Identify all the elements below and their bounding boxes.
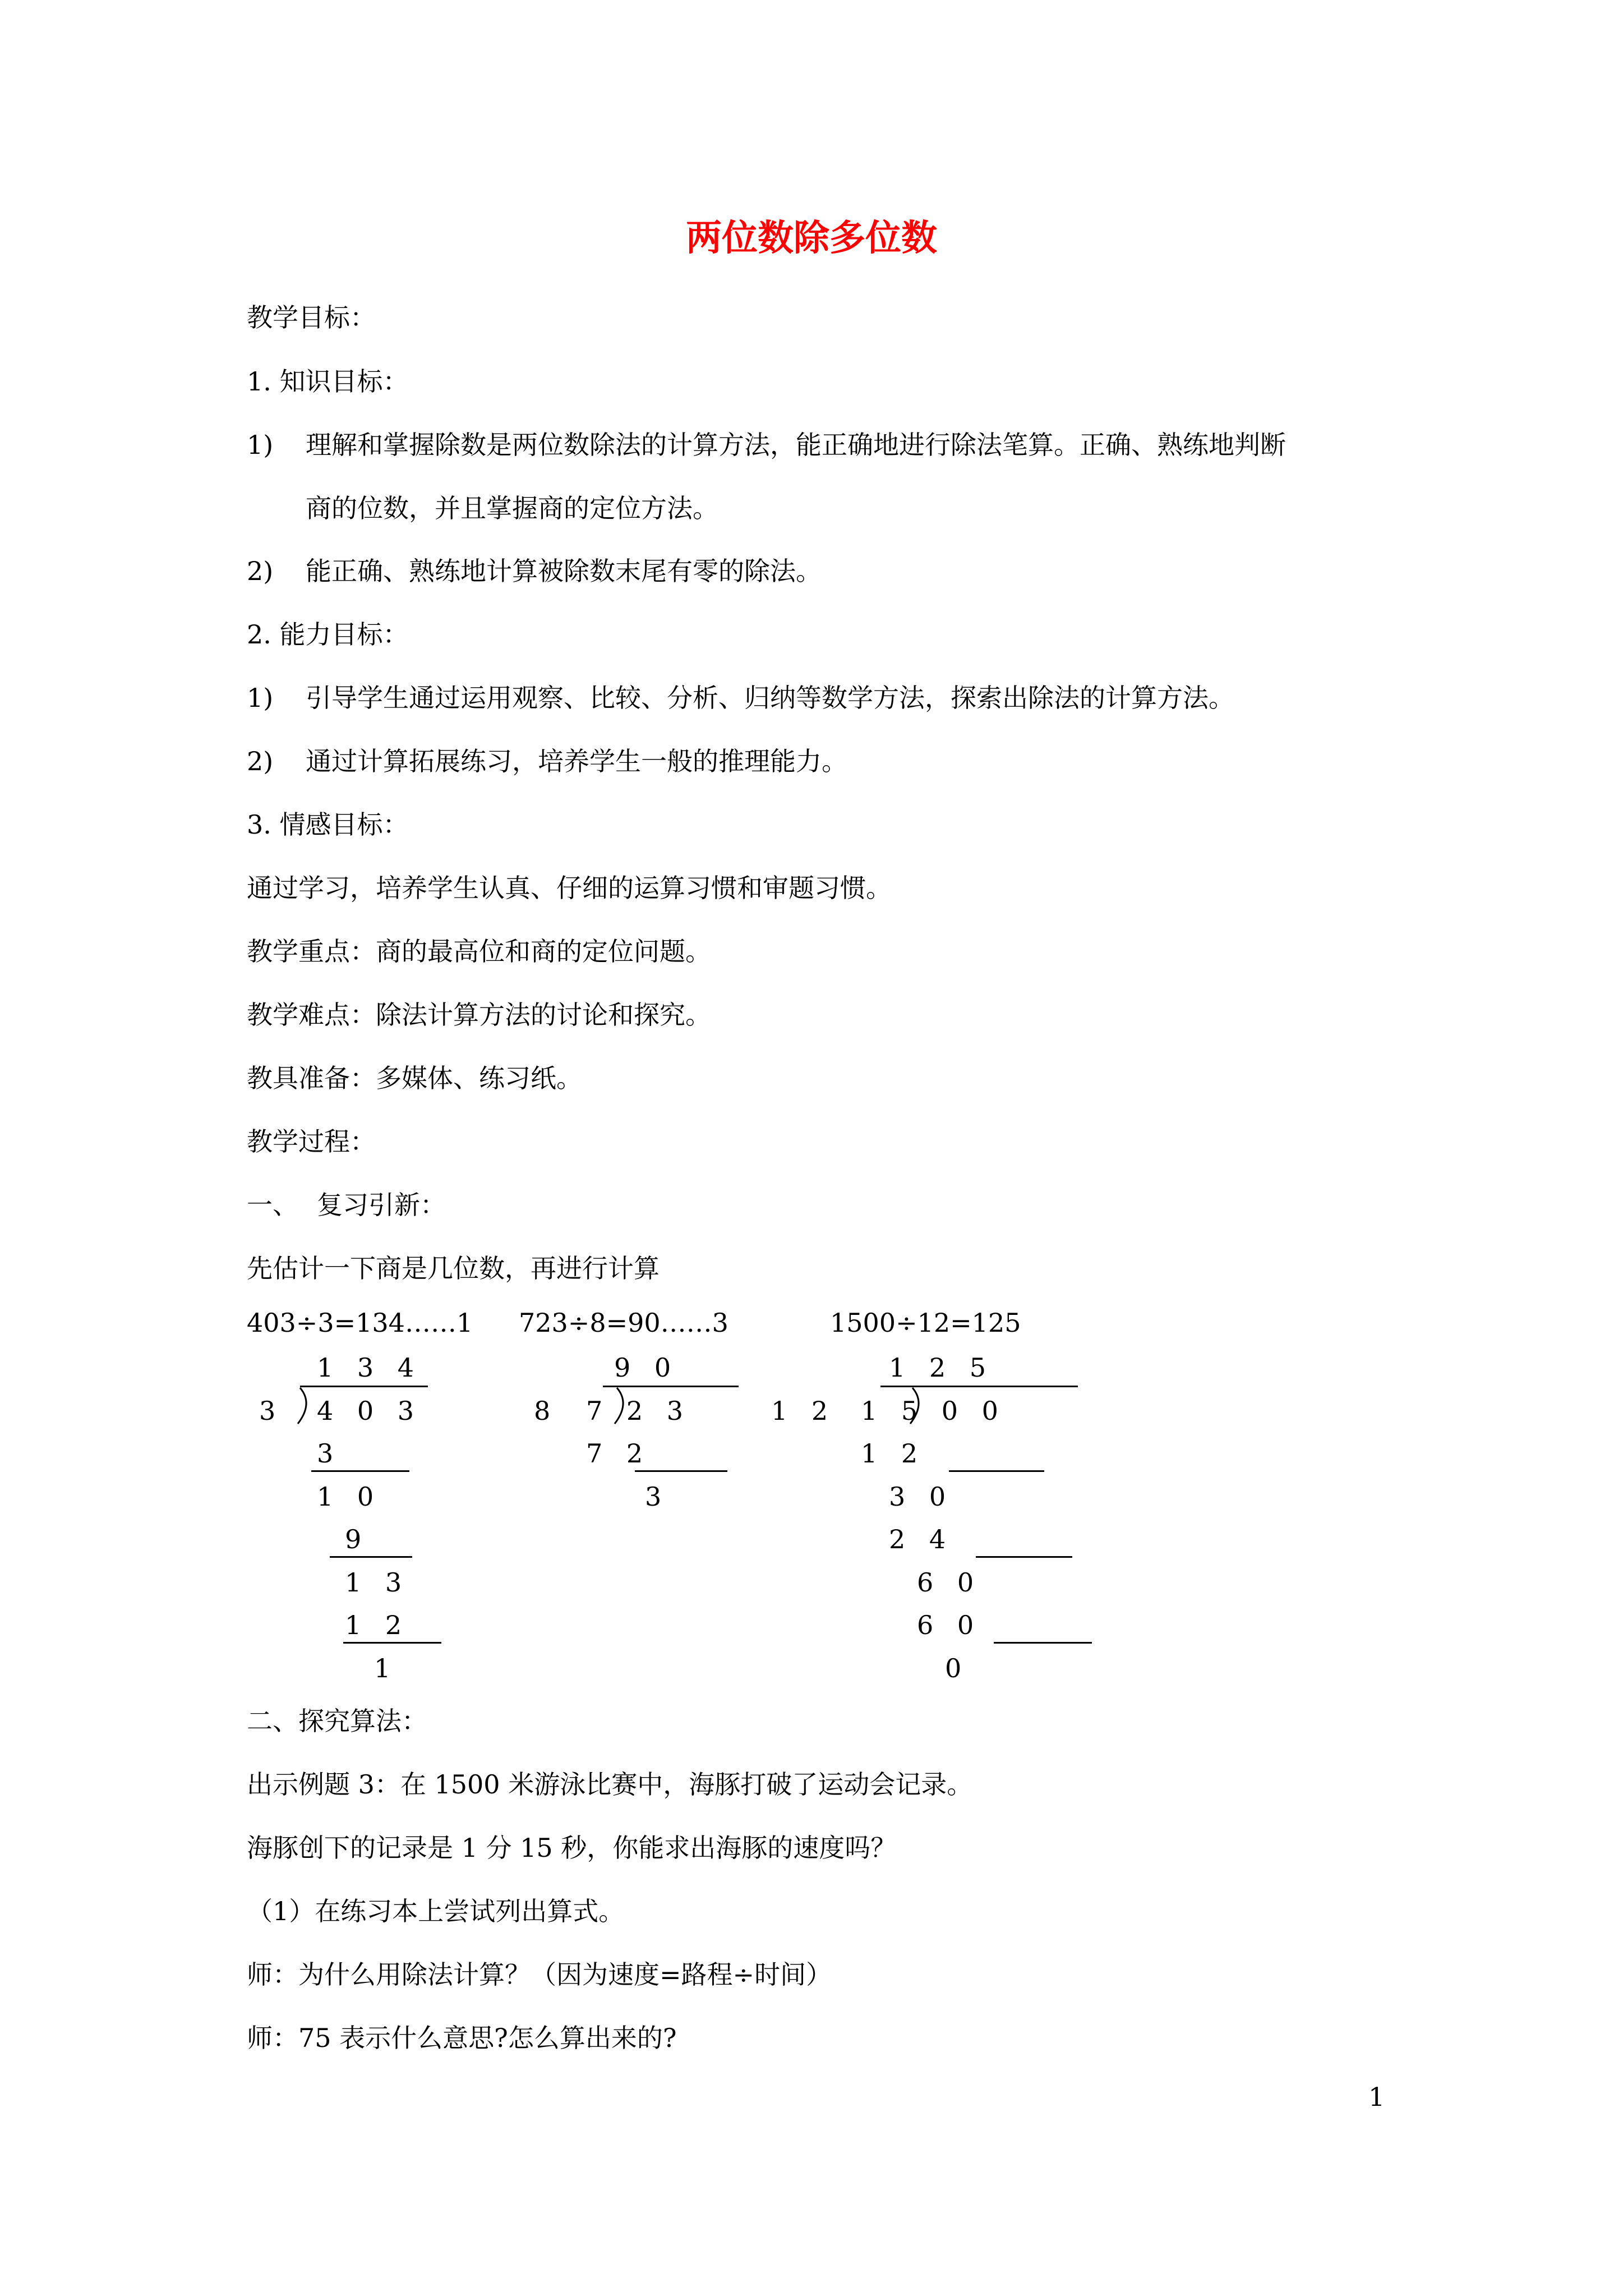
remainder: 3	[645, 1481, 670, 1512]
step-line	[949, 1470, 1044, 1472]
quotient: 1 2 5	[889, 1352, 994, 1383]
step-value: 7 2	[586, 1438, 651, 1469]
equation-3: 1500÷12=125	[830, 1308, 1021, 1338]
remainder: 1	[374, 1653, 399, 1683]
paragraph-text: 通过学习，培养学生认真、仔细的运算习惯和审题习惯。	[247, 873, 892, 903]
step-value: 6 0	[917, 1610, 982, 1640]
quotient: 1 3 4	[317, 1352, 422, 1383]
heading-teaching-objectives: 教学目标：	[247, 302, 376, 333]
step-value: 1 2	[861, 1438, 926, 1469]
list-marker: 1)	[247, 683, 274, 713]
step-value: 3 0	[889, 1481, 954, 1512]
step-value: 1 0	[317, 1481, 382, 1512]
step-value: 3	[317, 1438, 342, 1469]
step-line	[994, 1642, 1092, 1644]
dividend: 1 5 0 0	[861, 1396, 1006, 1426]
paragraph-text: 通过计算拓展练习，培养学生一般的推理能力。	[306, 746, 847, 776]
step-value: 9	[345, 1524, 370, 1554]
step-line	[635, 1470, 727, 1472]
division-bracket	[294, 1387, 317, 1426]
document-title: 两位数除多位数	[686, 217, 937, 259]
quotient: 9 0	[614, 1352, 679, 1383]
paragraph-text: 先估计一下商是几位数，再进行计算	[247, 1253, 660, 1283]
list-marker: 1)	[247, 430, 274, 460]
paragraph-text: 商的位数，并且掌握商的定位方法。	[306, 493, 718, 523]
step-line	[976, 1556, 1072, 1558]
step-line	[311, 1470, 409, 1472]
divisor: 1 2	[771, 1396, 836, 1426]
section-title: 二、探究算法：	[247, 1706, 427, 1736]
dividend: 7 2 3	[586, 1396, 691, 1426]
step-value: 6 0	[917, 1567, 982, 1598]
list-marker: 2)	[247, 556, 274, 586]
heading-knowledge-objective: 1. 知识目标：	[247, 366, 409, 397]
paragraph-text: 理解和掌握除数是两位数除法的计算方法，能正确地进行除法笔算。正确、熟练地判断	[306, 430, 1286, 460]
step-value: 1 3	[345, 1567, 410, 1598]
section-number: 一、	[247, 1190, 298, 1220]
step-line	[343, 1642, 441, 1644]
section-title: 复习引新：	[317, 1190, 446, 1220]
divisor: 8	[534, 1396, 551, 1426]
step-line	[330, 1556, 412, 1558]
paragraph-text: 能正确、熟练地计算被除数末尾有零的除法。	[306, 556, 822, 586]
paragraph-text: 师：为什么用除法计算？（因为速度=路程÷时间）	[247, 1959, 832, 1990]
divisor: 3	[259, 1396, 276, 1426]
division-bar	[300, 1386, 428, 1387]
equation-2: 723÷8=90……3	[519, 1308, 728, 1338]
paragraph-text: 出示例题 3：在 1500 米游泳比赛中，海豚打破了运动会记录。	[247, 1769, 973, 1800]
heading-ability-objective: 2. 能力目标：	[247, 619, 409, 650]
equation-1: 403÷3=134……1	[247, 1308, 473, 1338]
teaching-key-point: 教学重点：商的最高位和商的定位问题。	[247, 936, 711, 967]
paragraph-text: （1）在练习本上尝试列出算式。	[247, 1896, 625, 1926]
step-value: 2 4	[889, 1524, 954, 1554]
heading-emotional-objective: 3. 情感目标：	[247, 809, 409, 840]
list-marker: 2)	[247, 746, 274, 776]
heading-teaching-process: 教学过程：	[247, 1126, 376, 1157]
page-number: 1	[1368, 2082, 1385, 2112]
paragraph-text: 师：75 表示什么意思?怎么算出来的?	[247, 2023, 677, 2053]
dividend: 4 0 3	[317, 1396, 422, 1426]
teaching-aids: 教具准备：多媒体、练习纸。	[247, 1063, 582, 1093]
paragraph-text: 海豚创下的记录是 1 分 15 秒，你能求出海豚的速度吗？	[247, 1833, 897, 1863]
step-value: 1 2	[345, 1610, 410, 1640]
teaching-difficulty: 教学难点：除法计算方法的讨论和探究。	[247, 1000, 711, 1030]
paragraph-text: 引导学生通过运用观察、比较、分析、归纳等数学方法，探索出除法的计算方法。	[306, 683, 1234, 713]
remainder: 0	[945, 1653, 970, 1683]
